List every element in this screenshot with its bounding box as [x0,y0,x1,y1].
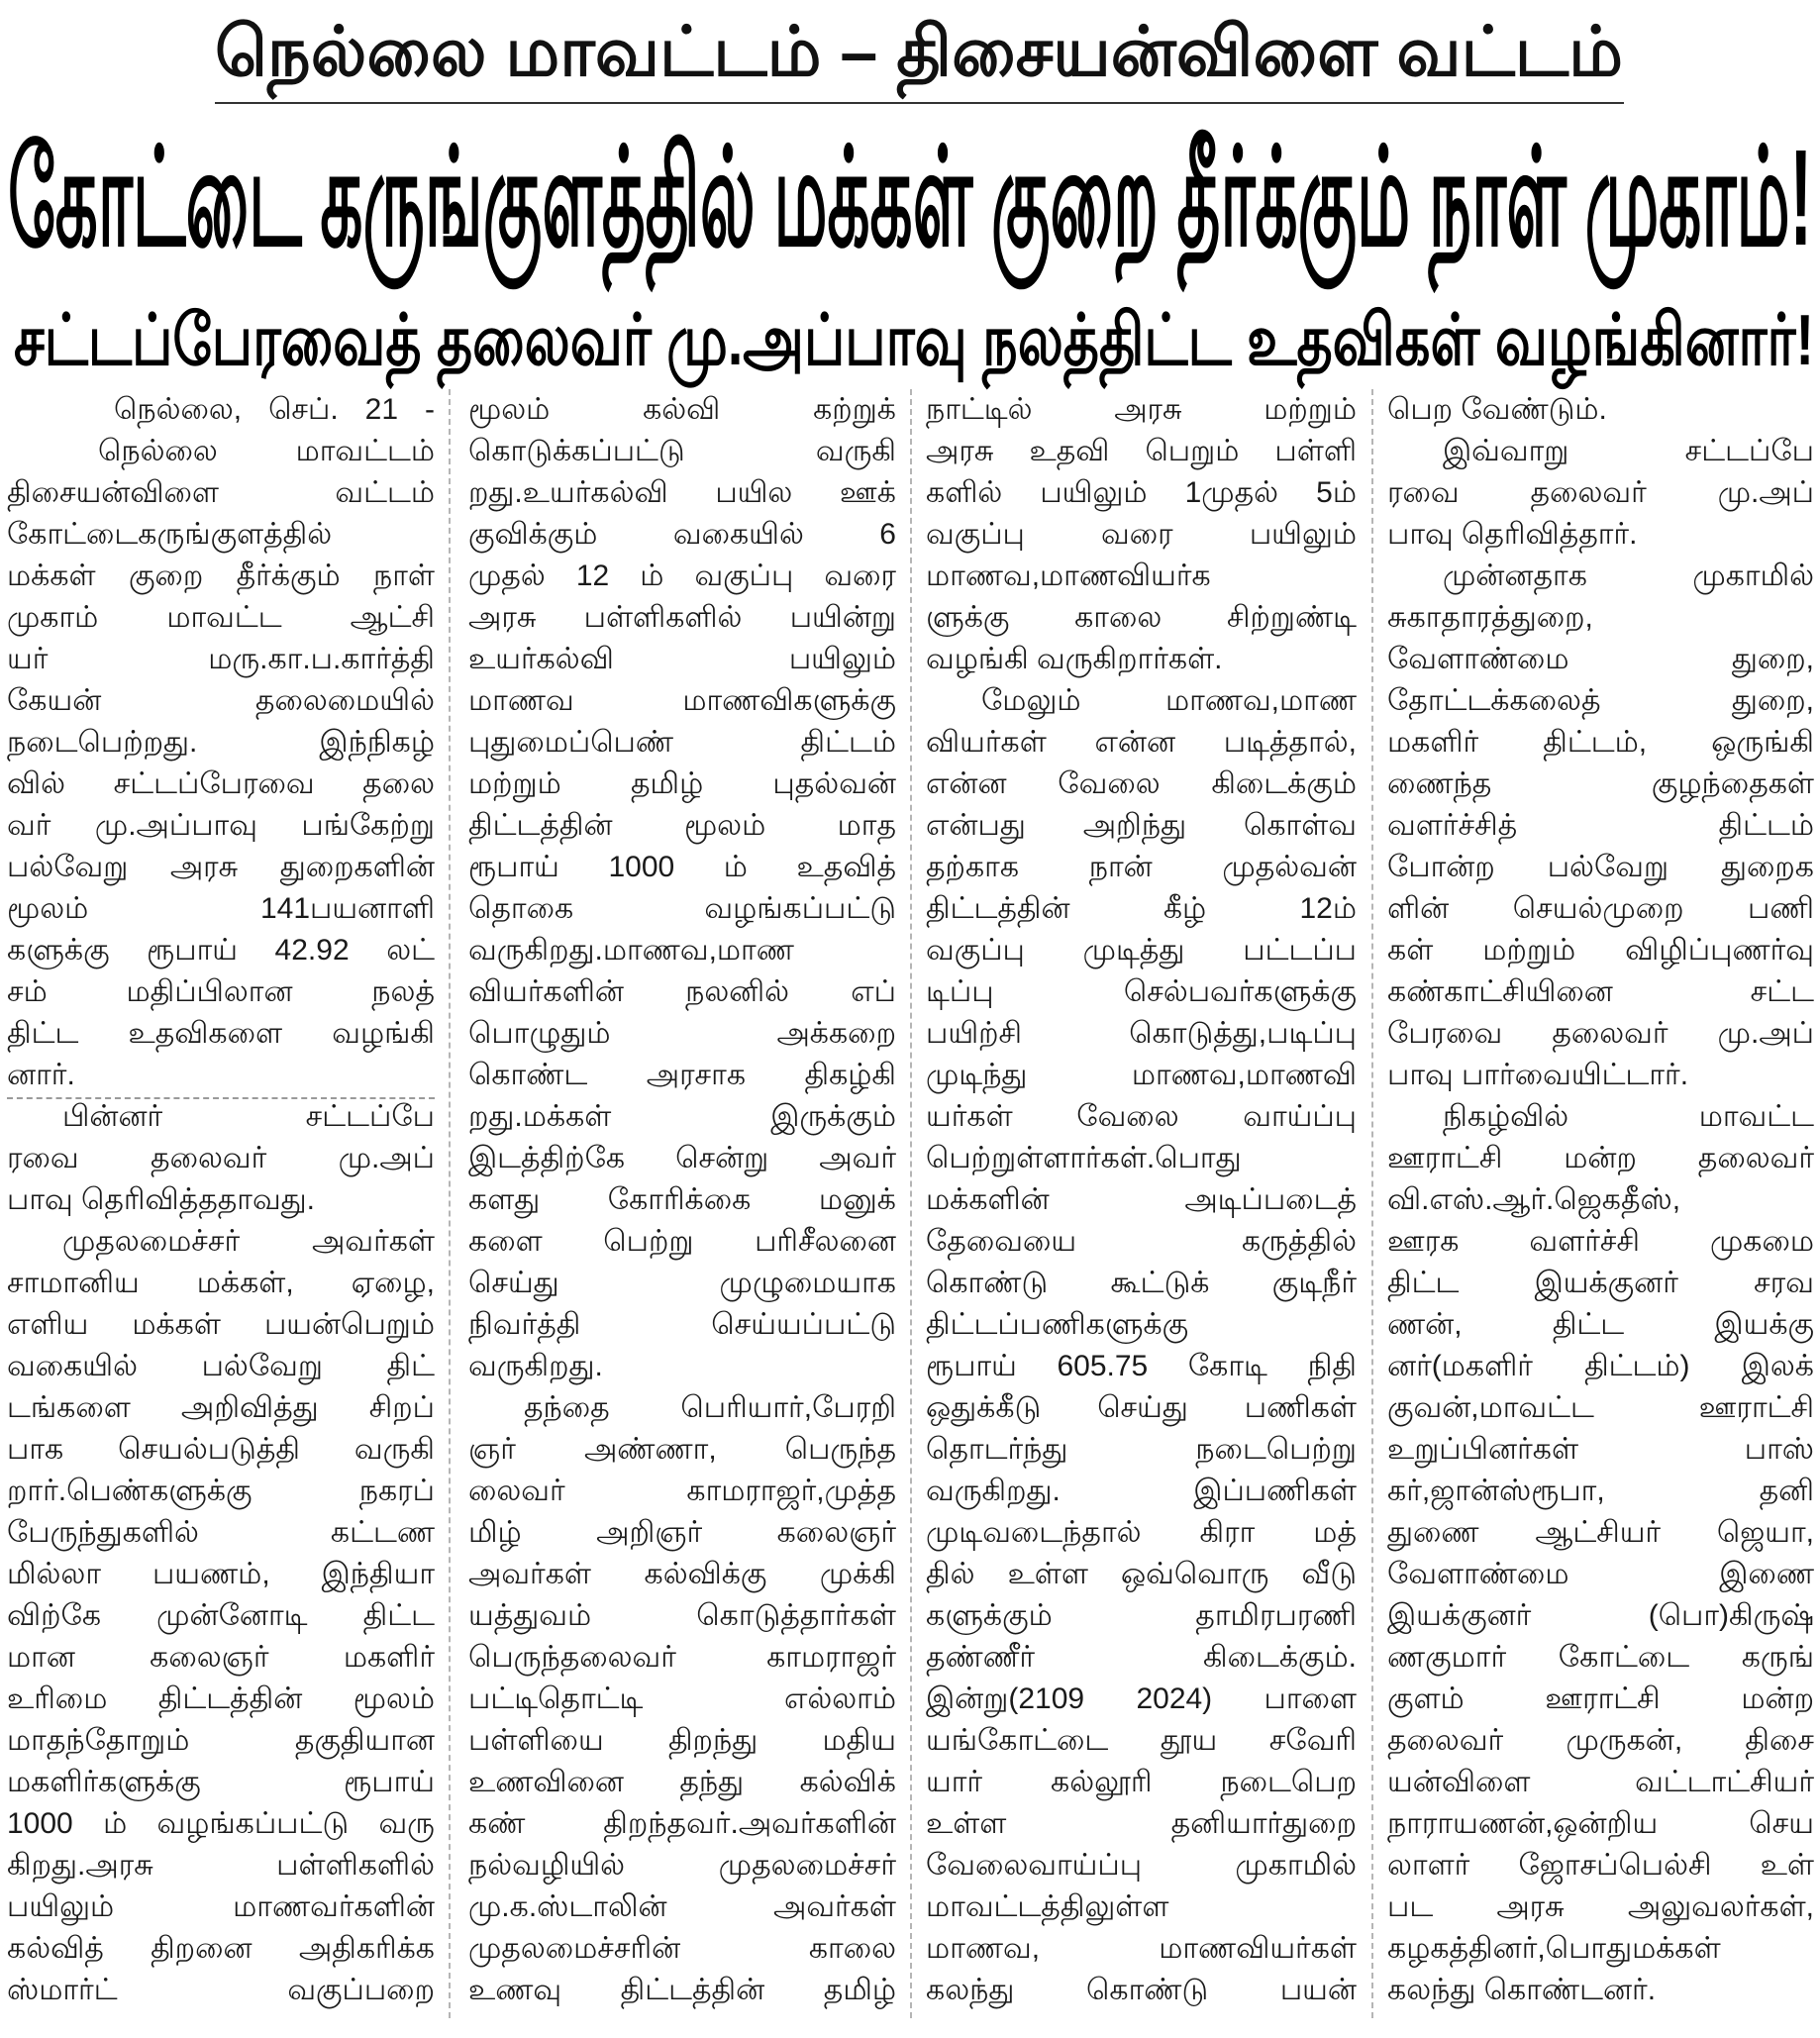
text-line: பல்வேறு அரசு துறைகளின் [7,851,435,883]
text-line: ஊரக வளர்ச்சி முகமை [1387,1225,1814,1258]
text-line: வர் மு.அப்பாவு பங்கேற்று [7,809,435,842]
text-line: பின்னர் சட்டப்பே [62,1100,435,1133]
text-line: மு.க.ஸ்டாலின் அவர்கள் [468,1890,896,1923]
text-line: பட்டிதொட்டி எல்லாம் [468,1682,896,1715]
text-line: பாவு தெரிவித்ததாவது. [7,1183,316,1216]
text-line: மகளிர் திட்டம், ஒருங்கி [1387,726,1814,759]
text-line: பாக செயல்படுத்தி வருகி [7,1433,435,1466]
text-line: பாவு பார்வையிட்டார். [1387,1059,1689,1091]
text-line: ளுக்கு காலை சிற்றுண்டி [926,601,1357,634]
text-line: டிப்பு செல்பவர்களுக்கு [926,975,1357,1008]
text-line: யர்கள் வேலை வாய்ப்பு [926,1100,1357,1133]
text-line: ரூபாய் 605.75 கோடி நிதி [926,1350,1357,1382]
text-line: உரிமை திட்டத்தின் மூலம் [7,1682,435,1715]
text-line: மாணவ, மாணவியர்கள் [926,1932,1357,1965]
text-line: ணைந்த குழந்தைகள் [1387,767,1814,800]
text-line: இடத்திற்கே சென்று அவர் [468,1142,896,1174]
text-line: ஒதுக்கீடு செய்து பணிகள் [926,1391,1357,1424]
text-line: னர்(மகளிர் திட்டம்) இலக் [1387,1350,1814,1382]
text-line: பெற்றுள்ளார்கள்.பொது [926,1142,1242,1174]
text-line: முன்னதாக முகாமில் [1443,560,1814,592]
text-line: லைவர் காமராஜர்,முத்த [468,1475,896,1507]
text-line: தொடர்ந்து நடைபெற்று [926,1433,1357,1466]
text-line: களுக்கு ரூபாய் 42.92 லட் [7,934,435,967]
text-line: அவர்கள் கல்விக்கு முக்கி [468,1558,896,1590]
text-line: பேருந்துகளில் கட்டண [7,1516,435,1549]
text-line: கோட்டைகருங்குளத்தில் [7,518,333,551]
text-line: பயிலும் மாணவர்களின் [7,1890,435,1923]
text-line: ரூபாய் 1000 ம் உதவித் [468,851,896,883]
text-line: மாவட்டத்திலுள்ள [926,1890,1169,1923]
text-line: இன்று(2109 2024) பாளை [926,1682,1357,1715]
text-line: துணை ஆட்சியர் ஜெயா, [1387,1516,1814,1549]
text-line: உள்ள தனியார்துறை [926,1807,1357,1840]
text-line: மூலம் 141பயனாளி [7,892,435,925]
section-kicker: நெல்லை மாவட்டம் – திசையன்விளை வட்டம் [215,13,1623,90]
text-line: நாராயணன்,ஒன்றிய செய [1387,1807,1814,1840]
text-line: மில்லா பயணம், இந்தியா [7,1558,435,1590]
text-line: திட்டப்பணிகளுக்கு [926,1308,1189,1341]
text-line: குவிக்கும் வகையில் 6 [468,518,896,551]
text-line: பட அரசு அலுவலர்கள், [1387,1890,1814,1923]
text-line: 1000 ம் வழங்கப்பட்டு வரு [7,1807,435,1840]
text-line: மாதந்தோறும் தகுதியான [7,1724,435,1757]
text-line: என்ன வேலை கிடைக்கும் [926,767,1357,800]
text-line: மாணவ மாணவிகளுக்கு [468,684,896,717]
text-line: றது.மக்கள் இருக்கும் [468,1100,896,1133]
text-line: இவ்வாறு சட்டப்பே [1443,435,1814,467]
text-line: வில் சட்டப்பேரவை தலை [7,767,435,800]
text-line: ஞர் அண்ணா, பெருந்த [468,1433,896,1466]
text-line: கிறது.அரசு பள்ளிகளில் [7,1849,435,1882]
text-line: செய்து முழுமையாக [468,1267,896,1299]
text-line: மிழ் அறிஞர் கலைஞர் [468,1516,896,1549]
text-line: லாளர் ஜோசப்பெல்சி உள் [1387,1849,1814,1882]
text-line: உணவு திட்டத்தின் தமிழ் [468,1974,896,2006]
text-line: கள் மற்றும் விழிப்புணர்வு [1387,934,1814,967]
text-line: றார்.பெண்களுக்கு நகரப் [7,1475,435,1507]
text-line: நிகழ்வில் மாவட்ட [1443,1100,1814,1133]
text-line: ஊராட்சி மன்ற தலைவர் [1387,1142,1814,1174]
text-line: பெருந்தலைவர் காமராஜர் [468,1641,896,1674]
text-line: பொழுதும் அக்கறை [468,1017,896,1050]
text-line: கலந்து கொண்டனர். [1387,1974,1657,2006]
text-line: வகுப்பு வரை பயிலும் [926,518,1357,551]
text-line: முடிந்து மாணவ,மாணவி [926,1059,1357,1091]
text-line: தலைவர் முருகன், திசை [1387,1724,1814,1757]
text-line: வகுப்பு முடித்து பட்டப்ப [926,934,1357,967]
text-line: சாமானிய மக்கள், ஏழை, [7,1267,435,1299]
text-line: முதலமைச்சரின் காலை [468,1932,896,1965]
text-line: ணகுமார் கோட்டை கருங் [1387,1641,1814,1674]
text-line: கர்,ஜான்ஸ்ரூபா, தனி [1387,1475,1814,1507]
text-line: மான கலைஞர் மகளிர் [7,1641,435,1674]
subheadline: சட்டப்பேரவைத் தலைவர் மு.அப்பாவு நலத்திட்ட உதவிகள் வழங்கினார்! [14,301,1814,380]
text-line: வேளாண்மை துறை, [1387,643,1814,675]
text-line: பேரவை தலைவர் மு.அப் [1387,1017,1814,1050]
text-line: கொண்ட அரசாக திகழ்கி [468,1059,896,1091]
text-line: நிவர்த்தி செய்யப்பட்டு [468,1308,896,1341]
text-line: கழகத்தினர்,பொதுமக்கள் [1387,1932,1721,1965]
text-line: வருகிறது.மாணவ,மாண [468,934,794,967]
text-line: றது.உயர்கல்வி பயில ஊக் [468,476,896,509]
text-line: அரசு பள்ளிகளில் பயின்று [468,601,896,634]
text-line: மாணவ,மாணவியர்க [926,560,1211,592]
text-line: மூலம் கல்வி கற்றுக் [468,393,896,426]
text-line: மக்களின் அடிப்படைத் [926,1183,1357,1216]
text-line: தில் உள்ள ஒவ்வொரு வீடு [926,1558,1357,1590]
text-line: திட்ட உதவிகளை வழங்கி [7,1017,435,1050]
section-kicker-box [215,6,1623,97]
text-line: நெல்லை, செப். 21 - [114,393,435,426]
text-line: ரவை தலைவர் மு.அப் [1387,476,1814,509]
text-line: ளின் செயல்முறை பணி [1387,892,1814,925]
text-line: கல்வித் திறனை அதிகரிக்க [7,1932,435,1965]
text-line: திட்டத்தின் கீழ் 12ம் [926,892,1357,925]
text-line: யர் மரு.கா.ப.கார்த்தி [7,643,435,675]
text-line: போன்ற பல்வேறு துறைக [1387,851,1814,883]
text-line: உறுப்பினர்கள் பாஸ் [1387,1433,1814,1466]
text-line: திட்ட இயக்குனர் சரவ [1387,1267,1814,1299]
text-line: ரவை தலைவர் மு.அப் [7,1142,435,1174]
text-line: திட்டத்தின் மூலம் மாத [468,809,896,842]
text-line: கண் திறந்தவர்.அவர்களின் [468,1807,896,1840]
text-line: வகையில் பல்வேறு திட் [7,1350,435,1382]
article-column-3 [926,389,1357,2011]
text-line: கண்காட்சியினை சட்ட [1387,975,1814,1008]
text-line: இயக்குனர் (பொ)கிருஷ் [1387,1599,1814,1632]
article-column-2 [468,389,896,2011]
text-line: முடிவடைந்தால் கிரா மத் [926,1516,1357,1549]
text-line: புதுமைப்பெண் திட்டம் [468,726,896,759]
article-column-1 [7,389,435,2011]
text-line: களை பெற்று பரிசீலனை [468,1225,896,1258]
text-line: நல்வழியில் முதலமைச்சர் [468,1849,896,1882]
text-line: தேவையை கருத்தில் [926,1225,1357,1258]
text-line: ணன், திட்ட இயக்கு [1387,1308,1814,1341]
text-line: குவன்,மாவட்ட ஊராட்சி [1387,1391,1814,1424]
text-line: களுக்கும் தாமிரபரணி [926,1599,1357,1632]
text-line: யங்கோட்டை தூய சவேரி [926,1724,1357,1757]
text-line: தற்காக நான் முதல்வன் [926,851,1357,883]
text-line: திசையன்விளை வட்டம் [7,476,435,509]
text-line: நாட்டில் அரசு மற்றும் [926,393,1357,426]
text-line: முதலமைச்சர் அவர்கள் [62,1225,435,1258]
text-line: கொடுக்கப்பட்டு வருகி [468,435,896,467]
headline-box [8,117,1812,280]
text-line: பயிற்சி கொடுத்து,படிப்பு [926,1017,1357,1050]
text-line: தண்ணீர் கிடைக்கும். [926,1641,1357,1674]
text-line: னார். [7,1059,75,1091]
text-line: உணவினை தந்து கல்விக் [468,1766,896,1798]
text-line: வியர்களின் நலனில் எப் [468,975,896,1008]
text-line: நெல்லை மாவட்டம் [98,435,435,467]
text-line: குளம் ஊராட்சி மன்ற [1387,1682,1814,1715]
text-line: பெற வேண்டும். [1387,393,1607,426]
text-line: வேலைவாய்ப்பு முகாமில் [926,1849,1357,1882]
column-divider [1371,389,1373,2018]
text-line: என்பது அறிந்து கொள்வ [926,809,1357,842]
text-line: வருகிறது. [468,1350,603,1382]
kicker-underline [215,102,1624,104]
text-line: வளர்ச்சித் திட்டம் [1387,809,1814,842]
text-line: தந்தை பெரியார்,பேரறி [524,1391,896,1424]
text-line: மேலும் மாணவ,மாண [981,684,1357,717]
text-line: மற்றும் தமிழ் புதல்வன் [468,767,896,800]
text-line: தோட்டக்கலைத் துறை, [1387,684,1814,717]
text-line: வருகிறது. இப்பணிகள் [926,1475,1357,1507]
text-line: சுகாதாரத்துறை, [1387,601,1593,634]
text-line: கேயன் தலைமையில் [7,684,435,717]
text-line: கலந்து கொண்டு பயன் [926,1974,1357,2006]
subheadline-box [14,299,1814,382]
article-column-4 [1387,389,1814,2011]
text-line: முதல் 12 ம் வகுப்பு வரை [468,560,896,592]
text-line: ஸ்மார்ட் வகுப்பறை [7,1974,435,2006]
text-line: வி.எஸ்.ஆர்.ஜெகதீஸ், [1387,1183,1681,1216]
text-line: மகளிர்களுக்கு ரூபாய் [7,1766,435,1798]
text-line: களில் பயிலும் 1முதல் 5ம் [926,476,1357,509]
text-line: விற்கே முன்னோடி திட்ட [7,1599,435,1632]
text-line: முகாம் மாவட்ட ஆட்சி [7,601,435,634]
text-line: நடைபெற்றது. இந்நிகழ் [7,726,435,759]
text-line: சம் மதிப்பிலான நலத் [7,975,435,1008]
text-line: கொண்டு கூட்டுக் குடிநீர் [926,1267,1357,1299]
headline: கோட்டை கருங்குளத்தில் மக்கள் குறை தீர்க்கும் நாள் முகாம்! [8,122,1812,274]
text-line: பாவு தெரிவித்தார். [1387,518,1638,551]
column-divider [449,389,451,2018]
text-line: தொகை வழங்கப்பட்டு [468,892,896,925]
text-line: யார் கல்லூரி நடைபெற [926,1766,1357,1798]
text-line: களது கோரிக்கை மனுக் [468,1183,896,1216]
text-line: டங்களை அறிவித்து சிறப் [7,1391,435,1424]
column-divider [910,389,912,2018]
text-line: மக்கள் குறை தீர்க்கும் நாள் [7,560,435,592]
text-line: அரசு உதவி பெறும் பள்ளி [926,435,1357,467]
text-line: பள்ளியை திறந்து மதிய [468,1724,896,1757]
text-line: வழங்கி வருகிறார்கள். [926,643,1223,675]
text-line: யன்விளை வட்டாட்சியர் [1387,1766,1814,1798]
text-line: வியர்கள் என்ன படித்தால், [926,726,1357,759]
text-line: யத்துவம் கொடுத்தார்கள் [468,1599,896,1632]
text-line: உயர்கல்வி பயிலும் [468,643,896,675]
text-line: வேளாண்மை இணை [1387,1558,1814,1590]
text-line: எளிய மக்கள் பயன்பெறும் [7,1308,435,1341]
